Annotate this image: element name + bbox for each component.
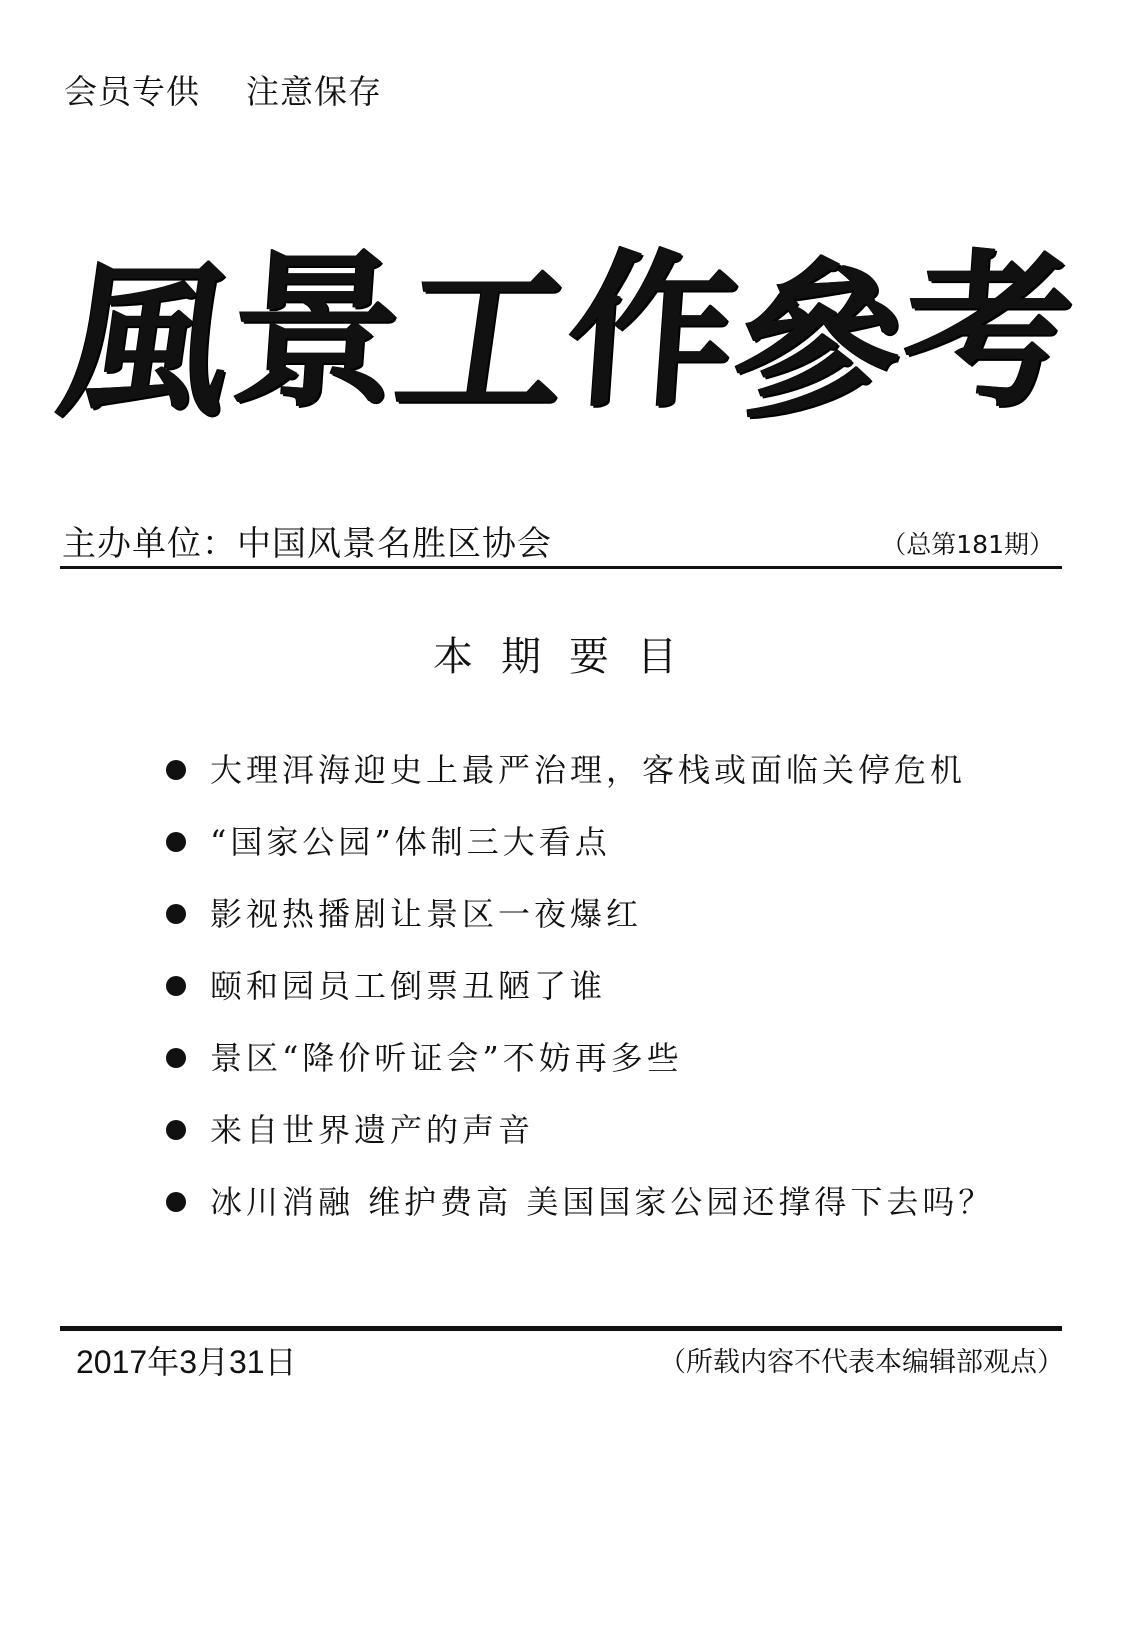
masthead-char: 景	[225, 232, 408, 430]
issue-number: （总第181期）	[881, 530, 1054, 559]
toc-item-text: 来自世界遗产的声音	[210, 1111, 535, 1149]
toc-item-text: 景区“降价听证会”不妨再多些	[210, 1039, 683, 1077]
masthead-char: 作	[561, 232, 744, 430]
list-item	[166, 1094, 1066, 1166]
footer-divider	[60, 1326, 1062, 1331]
sponsor-text: 主办单位：中国风景名胜区协会	[62, 524, 552, 564]
header-divider	[60, 566, 1062, 569]
bullet-icon	[166, 904, 186, 924]
toc-item-text: 颐和园员工倒票丑陋了谁	[210, 967, 607, 1005]
publication-date: 2017年3月31日	[76, 1344, 297, 1380]
member-notice: 会员专供 注意保存	[64, 72, 382, 111]
contents-title: 本期要目	[433, 634, 705, 680]
masthead-char: 風	[49, 242, 246, 440]
list-item	[166, 1022, 1066, 1094]
list-item	[166, 950, 1066, 1022]
bullet-icon	[166, 832, 186, 852]
list-item	[166, 878, 1066, 950]
toc-item-text: 大理洱海迎史上最严治理，客栈或面临关停危机	[210, 751, 967, 789]
bullet-icon	[166, 976, 186, 996]
sponsor-row	[62, 522, 1062, 568]
bullet-icon	[166, 1192, 186, 1212]
masthead-calligraphy	[49, 230, 1080, 440]
toc-item-text: 冰川消融 维护费高 美国国家公园还撑得下去吗？	[210, 1183, 995, 1221]
masthead-char: 考	[897, 232, 1080, 430]
list-item	[166, 806, 1066, 878]
bullet-icon	[166, 760, 186, 780]
toc-item-text: 影视热播剧让景区一夜爆红	[210, 895, 643, 933]
masthead-char: 工	[385, 242, 582, 440]
bullet-icon	[166, 1120, 186, 1140]
toc-item-text: “国家公园”体制三大看点	[210, 823, 611, 861]
disclaimer-text: （所载内容不代表本编辑部观点）	[659, 1347, 1064, 1378]
list-item	[166, 1166, 1066, 1238]
table-of-contents	[166, 734, 1066, 1238]
masthead-char: 參	[721, 242, 918, 440]
list-item	[166, 734, 1066, 806]
bullet-icon	[166, 1048, 186, 1068]
